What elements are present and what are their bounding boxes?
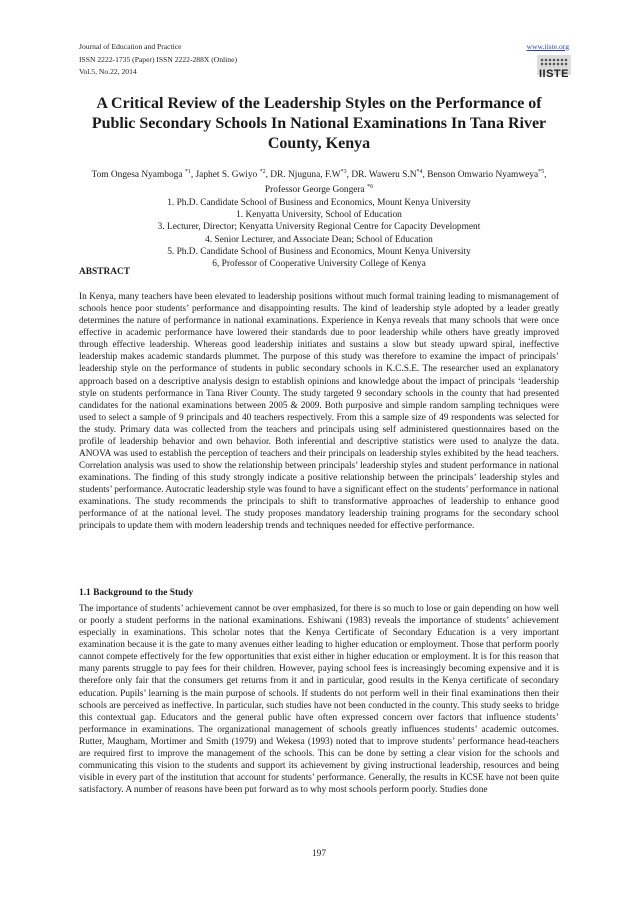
author-marker: *5: [538, 169, 545, 175]
logo-text: IISTE: [538, 68, 569, 80]
affiliation-line: 4. Senior Lecturer, and Associate Dean; School of Education: [205, 234, 433, 245]
page-number: 197: [311, 849, 327, 859]
author-marker: *3: [340, 169, 347, 175]
author-marker: *2: [259, 169, 266, 175]
paper-title: A Critical Review of the Leadership Styles on the Performance of Public Secondary Schools In National Examinations In Tana River County, Kenya: [91, 95, 547, 152]
author-name: , Professor George Gongera: [264, 170, 547, 196]
author-name: , Japhet S. Gwiyo: [190, 170, 260, 181]
author-marker: *1: [184, 169, 191, 175]
abstract-paragraph: In Kenya, many teachers have been elevated to leadership positions without much formal training leading to mismanagement of schools hence poor students’ performance and disappointing results. The kind of leadership style adopted by a leader greatly determines the nature of performance in national examinations. Experience in Kenya reveals that many schools that were once effective in academic performance have lowered their standards due to poor leadership while others have greatly improved through effective leadership. Whereas good leadership initiates and sustains a slow but steady upward spiral, ineffective leadership makes academic standards plummet. The purpose of this study was therefore to examine the impact of principals’ leadership style on the performance of students in public secondary schools in K.C.S.E. The researcher used an explanatory approach based on a descriptive analysis design to establish opinions and knowledge about the impact of principals ‘leadership style on students performance in Tana River County. The study targeted 9 secondary schools in the county that had presented candidates for the national examinations between 2005 & 2009. Both purposive and simple random sampling techniques were used to select a sample of 9 principals and 40 teachers respectively. From this a sample size of 49 respondents was selected for the study. Primary data was collected from the teachers and principals using self administered questionnaires based on the profile of leadership behavior and own behavior. Both inferential and descriptive statistics were used to analyze the data. ANOVA was used to establish the perception of teachers and their principals on leadership styles exhibited by the head teachers. Correlation analysis was used to show the relationship between principals’ leadership styles and student performance in national examinations. The finding of this study strongly indicate a positive relationship between the principals’ leadership styles and students’ performance. Autocratic leadership style was found to have a significant effect on the students’ performance in national examinations. The study recommends the principals to shift to transformative approaches of leadership to enhance good performance of at the national level. The study proposes mandatory leadership training programs for the secondary school principals to update them with modern leadership trends and techniques needed for effective performance.: [79, 292, 559, 532]
author-block: [79, 166, 559, 271]
issn-line: ISSN 2222-1735 (Paper) ISSN 2222-288X (Online): [79, 54, 237, 64]
affiliation-line: 3. Lecturer, Director; Kenyatta University Regional Centre for Capacity Development: [157, 222, 481, 233]
author-marker: *6: [367, 184, 374, 191]
affiliation-line: 6, Professor of Cooperative University College of Kenya: [212, 259, 426, 270]
background-paragraph: The importance of students’ achievement cannot be over emphasized, for there is so much to lose or gain depending on how well or poorly a student performs in the national examinations. Eshiwani (1983) reveals the importance of students’ achievement especially in examinations. This scholar notes that the Kenya Certificate of Secondary Education is a very important examination because it is the gate to many avenues either leading to higher education or employment. Those that perform poorly cannot compete effectively for the few opportunities that exist either in higher education or employment. It is for this reason that many parents struggle to pay fees for their children. However, paying school fees is increasingly becoming expensive and it is therefore only fair that the consumers get returns from it and in particular, good results in the Kenya certificate of secondary education. Pupils’ learning is the main purpose of schools. If students do not perform well in their final examinations then their schools are perceived as ineffective. In particular, such studies have not been conducted in the county. This study seeks to bridge this contextual gap. Educators and the general public have often expressed concern over factors that influence students’ performance in examinations. The organizational management of schools greatly influences students’ academic outcomes. Rutter, Maugham, Mortimer and Smith (1979) and Wekesa (1993) noted that to improve students’ performance head-teachers are required first to improve the management of the schools. This can be done by setting a clear vision for the schools and communicating this vision to the students and support its achievement by giving instructional leadership, resources and being visible in every part of the institution that account for students’ performance. Generally, the results in KCSE have not been quite satisfactory. A number of reasons have been put forward as to why most schools perform poorly. Studies done: [79, 604, 559, 796]
volume-line: Vol.5, No.22, 2014: [79, 67, 137, 76]
author-name: , DR. Waweru S.N: [346, 170, 417, 181]
abstract-heading: ABSTRACT: [79, 267, 131, 277]
logo-dot-pattern: [540, 58, 568, 67]
affiliation-line: 1. Kenyatta University, School of Education: [236, 210, 402, 221]
author-name: , DR. Njuguna, F.W: [265, 170, 341, 181]
iiste-logo: [537, 55, 571, 83]
author-name: , Benson Omwario Nyamweya: [422, 170, 539, 181]
journal-url-link[interactable]: www.iiste.org: [526, 42, 569, 51]
journal-name: Journal of Education and Practice: [79, 42, 182, 51]
section-heading: 1.1 Background to the Study: [79, 588, 194, 598]
affiliation-line: 1. Ph.D. Candidate School of Business and Economics, Mount Kenya University: [167, 197, 471, 208]
author-marker: *4: [416, 169, 423, 175]
affiliation-line: 5. Ph.D. Candidate School of Business and Economics, Mount Kenya University: [167, 247, 471, 258]
author-name: Tom Ongesa Nyamboga: [91, 170, 185, 181]
running-header: [79, 41, 569, 79]
